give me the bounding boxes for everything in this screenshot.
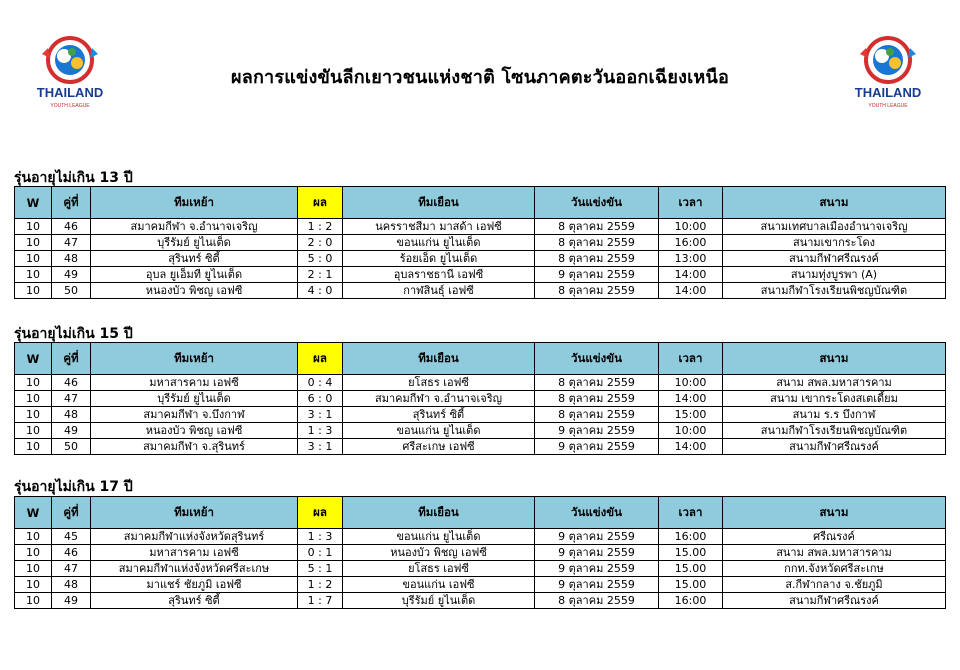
cell-venue: ศรีณรงค์ [723, 529, 946, 545]
results-table-u17 [14, 496, 946, 609]
cell-pair-no: 47 [52, 235, 91, 251]
col-header-home: ทีมเหย้า [91, 187, 298, 219]
col-header-away: ทีมเยือน [343, 497, 535, 529]
cell-time: 10:00 [659, 423, 723, 439]
cell-score: 2 : 0 [298, 235, 343, 251]
cell-time: 14:00 [659, 391, 723, 407]
cell-venue: สนาม สพล.มหาสารคาม [723, 375, 946, 391]
cell-week: 10 [15, 423, 52, 439]
cell-home-team: สมาคมกีฬาแห่งจังหวัดสุรินทร์ [91, 529, 298, 545]
cell-away-team: ศรีสะเกษ เอฟซี [343, 439, 535, 455]
table-row [15, 577, 946, 593]
cell-score: 1 : 2 [298, 219, 343, 235]
col-header-time: เวลา [659, 497, 723, 529]
cell-away-team: นครราชสีมา มาสด้า เอฟซี [343, 219, 535, 235]
cell-date: 8 ตุลาคม 2559 [535, 219, 659, 235]
cell-week: 10 [15, 593, 52, 609]
cell-date: 8 ตุลาคม 2559 [535, 593, 659, 609]
cell-away-team: ยโสธร เอฟซี [343, 561, 535, 577]
col-header-date: วันแข่งขัน [535, 187, 659, 219]
cell-venue: สนาม เขากระโดงสเตเดี้ยม [723, 391, 946, 407]
col-header-score: ผล [298, 497, 343, 529]
cell-venue: สนามเขากระโดง [723, 235, 946, 251]
cell-time: 10:00 [659, 375, 723, 391]
cell-pair-no: 45 [52, 529, 91, 545]
logo-text: THAILAND [36, 85, 104, 100]
cell-home-team: บุรีรัมย์ ยูไนเต็ด [91, 235, 298, 251]
cell-time: 16:00 [659, 529, 723, 545]
cell-date: 8 ตุลาคม 2559 [535, 391, 659, 407]
col-header-time: เวลา [659, 187, 723, 219]
col-header-pair: คู่ที่ [52, 187, 91, 219]
col-header-w: W [15, 497, 52, 529]
results-table-u15 [14, 342, 946, 455]
cell-home-team: หนองบัว พิชญ เอฟซี [91, 283, 298, 299]
cell-away-team: บุรีรัมย์ ยูไนเต็ด [343, 593, 535, 609]
cell-away-team: ขอนแก่น ยูไนเต็ด [343, 235, 535, 251]
cell-date: 9 ตุลาคม 2559 [535, 545, 659, 561]
cell-venue: สนามกีฬาโรงเรียนพิชญบัณฑิต [723, 283, 946, 299]
cell-time: 16:00 [659, 235, 723, 251]
cell-week: 10 [15, 577, 52, 593]
cell-time: 14:00 [659, 267, 723, 283]
col-header-away: ทีมเยือน [343, 187, 535, 219]
cell-away-team: หนองบัว พิชญ เอฟซี [343, 545, 535, 561]
thailand-youth-league-logo-left [28, 34, 112, 114]
cell-week: 10 [15, 219, 52, 235]
cell-away-team: ขอนแก่น ยูไนเต็ด [343, 423, 535, 439]
cell-date: 8 ตุลาคม 2559 [535, 283, 659, 299]
cell-time: 14:00 [659, 439, 723, 455]
cell-time: 15.00 [659, 561, 723, 577]
cell-away-team: ร้อยเอ็ด ยูไนเต็ด [343, 251, 535, 267]
logo-text: THAILAND [854, 85, 922, 100]
cell-venue: กกท.จังหวัดศรีสะเกษ [723, 561, 946, 577]
table-row [15, 235, 946, 251]
cell-pair-no: 49 [52, 267, 91, 283]
col-header-home: ทีมเหย้า [91, 497, 298, 529]
col-header-home: ทีมเหย้า [91, 343, 298, 375]
col-header-score: ผล [298, 343, 343, 375]
table-row [15, 545, 946, 561]
cell-date: 8 ตุลาคม 2559 [535, 407, 659, 423]
cell-time: 15:00 [659, 407, 723, 423]
cell-week: 10 [15, 235, 52, 251]
cell-venue: ส.กีฬากลาง จ.ชัยภูมิ [723, 577, 946, 593]
cell-date: 9 ตุลาคม 2559 [535, 529, 659, 545]
cell-pair-no: 50 [52, 283, 91, 299]
table-row [15, 375, 946, 391]
cell-date: 9 ตุลาคม 2559 [535, 439, 659, 455]
table-row [15, 391, 946, 407]
cell-away-team: ขอนแก่น เอฟซี [343, 577, 535, 593]
cell-date: 9 ตุลาคม 2559 [535, 267, 659, 283]
cell-week: 10 [15, 267, 52, 283]
cell-week: 10 [15, 391, 52, 407]
cell-score: 1 : 7 [298, 593, 343, 609]
cell-week: 10 [15, 375, 52, 391]
table-header-row [15, 187, 946, 219]
cell-home-team: มาแชร์ ชัยภูมิ เอฟซี [91, 577, 298, 593]
section-heading-u13: รุ่นอายุไม่เกิน 13 ปี [14, 170, 133, 186]
col-header-pair: คู่ที่ [52, 497, 91, 529]
section-heading-u17: รุ่นอายุไม่เกิน 17 ปี [14, 479, 133, 495]
cell-score: 6 : 0 [298, 391, 343, 407]
logo-subtext: YOUTH LEAGUE [868, 103, 908, 109]
cell-score: 4 : 0 [298, 283, 343, 299]
cell-score: 0 : 1 [298, 545, 343, 561]
section-heading-u15: รุ่นอายุไม่เกิน 15 ปี [14, 326, 133, 342]
table-header-row [15, 343, 946, 375]
cell-score: 3 : 1 [298, 439, 343, 455]
cell-score: 1 : 3 [298, 423, 343, 439]
cell-venue: สนามกีฬาศรีณรงค์ [723, 593, 946, 609]
col-header-venue: สนาม [723, 187, 946, 219]
cell-score: 5 : 1 [298, 561, 343, 577]
cell-home-team: มหาสารคาม เอฟซี [91, 545, 298, 561]
cell-pair-no: 50 [52, 439, 91, 455]
table-row [15, 283, 946, 299]
cell-time: 16:00 [659, 593, 723, 609]
cell-time: 10:00 [659, 219, 723, 235]
col-header-pair: คู่ที่ [52, 343, 91, 375]
cell-pair-no: 46 [52, 545, 91, 561]
cell-home-team: สมาคมกีฬา จ.อำนาจเจริญ [91, 219, 298, 235]
col-header-score: ผล [298, 187, 343, 219]
table-row [15, 251, 946, 267]
cell-time: 15.00 [659, 545, 723, 561]
cell-venue: สนามเทศบาลเมืองอำนาจเจริญ [723, 219, 946, 235]
col-header-date: วันแข่งขัน [535, 343, 659, 375]
cell-time: 14:00 [659, 283, 723, 299]
cell-score: 1 : 3 [298, 529, 343, 545]
col-header-away: ทีมเยือน [343, 343, 535, 375]
cell-date: 8 ตุลาคม 2559 [535, 375, 659, 391]
cell-venue: สนาม สพล.มหาสารคาม [723, 545, 946, 561]
cell-home-team: สมาคมกีฬา จ.สุรินทร์ [91, 439, 298, 455]
cell-venue: สนามกีฬาโรงเรียนพิชญบัณฑิต [723, 423, 946, 439]
cell-week: 10 [15, 529, 52, 545]
cell-score: 5 : 0 [298, 251, 343, 267]
table-row [15, 561, 946, 577]
logo-subtext: YOUTH LEAGUE [50, 103, 90, 109]
cell-venue: สนามทุ่งบูรพา (A) [723, 267, 946, 283]
table-header-row [15, 497, 946, 529]
table-row [15, 219, 946, 235]
cell-pair-no: 49 [52, 423, 91, 439]
cell-date: 8 ตุลาคม 2559 [535, 251, 659, 267]
cell-pair-no: 46 [52, 375, 91, 391]
table-row [15, 529, 946, 545]
cell-home-team: หนองบัว พิชญ เอฟซี [91, 423, 298, 439]
page-title: ผลการแข่งขันลีกเยาวชนแห่งชาติ โซนภาคตะวันออกเฉียงเหนือ [230, 67, 730, 88]
cell-pair-no: 47 [52, 391, 91, 407]
cell-home-team: สมาคมกีฬา จ.บึงกาฬ [91, 407, 298, 423]
cell-pair-no: 49 [52, 593, 91, 609]
table-row [15, 267, 946, 283]
col-header-date: วันแข่งขัน [535, 497, 659, 529]
col-header-venue: สนาม [723, 343, 946, 375]
cell-pair-no: 47 [52, 561, 91, 577]
cell-away-team: สมาคมกีฬา จ.อำนาจเจริญ [343, 391, 535, 407]
col-header-venue: สนาม [723, 497, 946, 529]
col-header-time: เวลา [659, 343, 723, 375]
cell-date: 9 ตุลาคม 2559 [535, 561, 659, 577]
cell-week: 10 [15, 407, 52, 423]
cell-home-team: สมาคมกีฬาแห่งจังหวัดศรีสะเกษ [91, 561, 298, 577]
col-header-w: W [15, 187, 52, 219]
cell-away-team: กาฬสินธุ์ เอฟซี [343, 283, 535, 299]
table-row [15, 439, 946, 455]
cell-week: 10 [15, 545, 52, 561]
cell-away-team: อุบลราชธานี เอฟซี [343, 267, 535, 283]
cell-venue: สนามกีฬาศรีณรงค์ [723, 251, 946, 267]
cell-score: 3 : 1 [298, 407, 343, 423]
cell-week: 10 [15, 439, 52, 455]
table-row [15, 423, 946, 439]
cell-home-team: อุบล ยูเอ็มที ยูไนเต็ด [91, 267, 298, 283]
results-table-u13 [14, 186, 946, 299]
cell-week: 10 [15, 283, 52, 299]
cell-pair-no: 48 [52, 251, 91, 267]
cell-home-team: สุรินทร์ ซิตี้ [91, 251, 298, 267]
cell-pair-no: 46 [52, 219, 91, 235]
cell-date: 9 ตุลาคม 2559 [535, 577, 659, 593]
table-row [15, 593, 946, 609]
col-header-w: W [15, 343, 52, 375]
cell-home-team: สุรินทร์ ซิตี้ [91, 593, 298, 609]
thailand-youth-league-logo-right [846, 34, 930, 114]
cell-home-team: บุรีรัมย์ ยูไนเต็ด [91, 391, 298, 407]
cell-score: 0 : 4 [298, 375, 343, 391]
cell-date: 8 ตุลาคม 2559 [535, 235, 659, 251]
cell-away-team: ยโสธร เอฟซี [343, 375, 535, 391]
cell-week: 10 [15, 251, 52, 267]
cell-away-team: สุรินทร์ ซิตี้ [343, 407, 535, 423]
cell-away-team: ขอนแก่น ยูไนเต็ด [343, 529, 535, 545]
cell-pair-no: 48 [52, 577, 91, 593]
cell-score: 1 : 2 [298, 577, 343, 593]
cell-home-team: มหาสารคาม เอฟซี [91, 375, 298, 391]
cell-time: 15.00 [659, 577, 723, 593]
table-row [15, 407, 946, 423]
cell-date: 9 ตุลาคม 2559 [535, 423, 659, 439]
cell-time: 13:00 [659, 251, 723, 267]
cell-pair-no: 48 [52, 407, 91, 423]
cell-score: 2 : 1 [298, 267, 343, 283]
cell-venue: สนาม ร.ร บึงกาฬ [723, 407, 946, 423]
cell-week: 10 [15, 561, 52, 577]
cell-venue: สนามกีฬาศรีณรงค์ [723, 439, 946, 455]
